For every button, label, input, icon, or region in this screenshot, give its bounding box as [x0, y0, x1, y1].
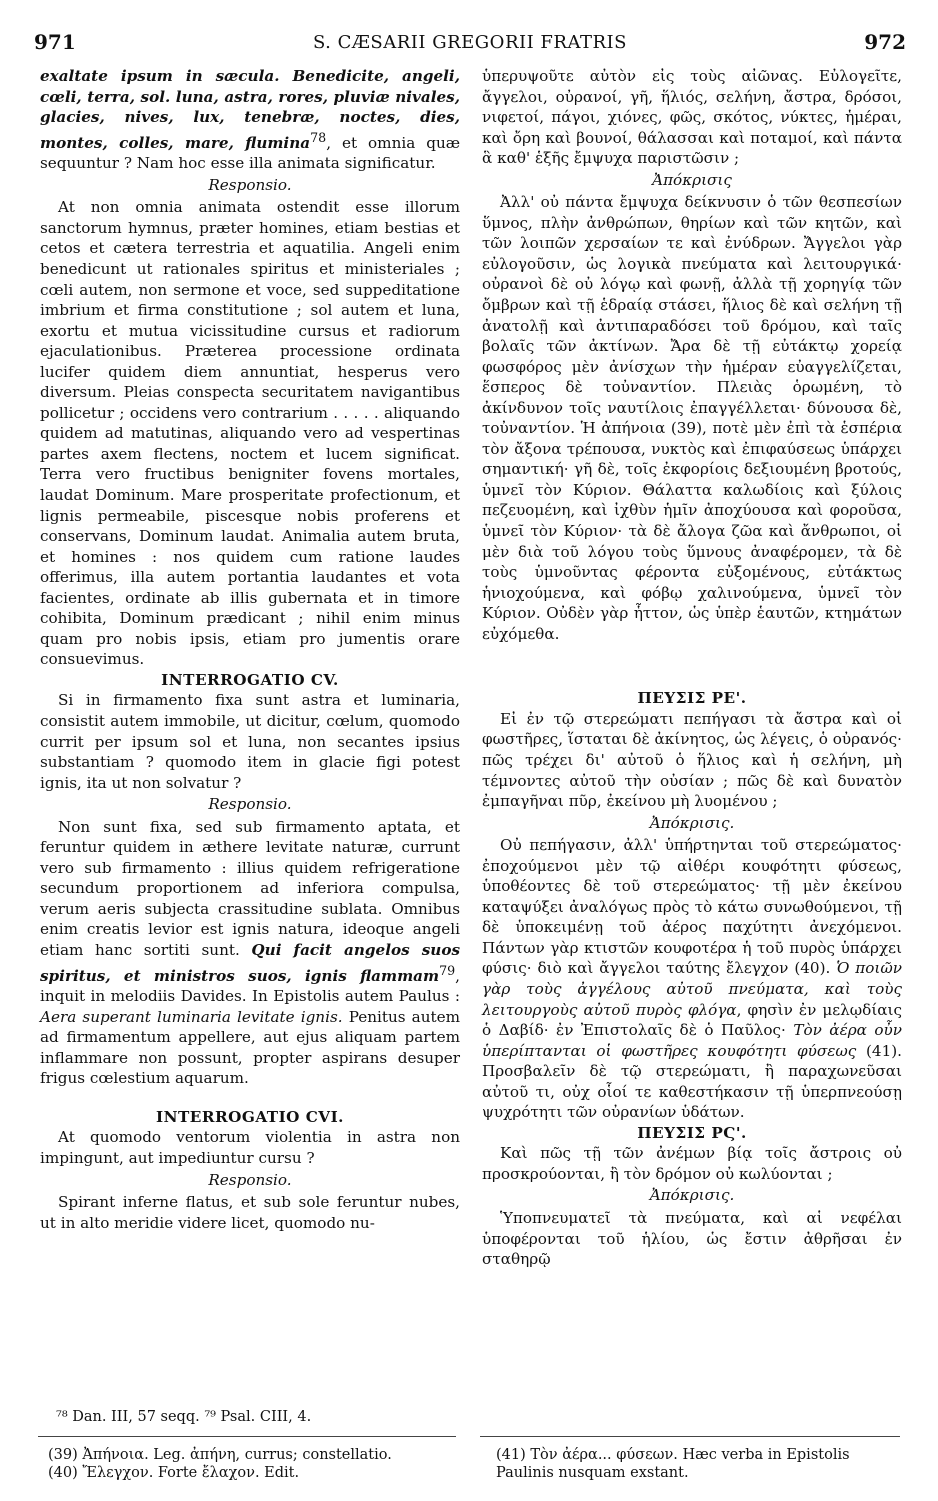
greek-question-rs: Καὶ πῶς τῇ τῶν ἀνέμων βίᾳ τοῖς ἄστροις οὐ προσκρούονται, ἢ τὸν δρόμον οὐ κωλύονται ; — [482, 1144, 902, 1183]
greek-paragraph-answer: Ἀλλ' οὐ πάντα ἔμψυχα δείκνυσιν ὁ τῶν θεσπεσίων ὕμνος, πλὴν ἀνθρώπων, θηρίων καὶ τῶν κητῶν, καὶ τῶν λοιπῶν χερσαίων τε καὶ ἐνύδρων. Ἄγγελοι γὰρ εὐλογοῦσιν, ὡς λογικὰ πνεύματα καὶ λειτουργικά· οὐρανοὶ δὲ οὐ λόγῳ καὶ φωνῇ, ἀλλὰ τῇ χορηγίᾳ τῶν ὄμβρων καὶ τῇ ἑδραίᾳ στάσει, ἥλιος δὲ καὶ σελήνη τῇ ἀνατολῇ καὶ ἀντιπαραδόσει τοῦ δρόμου, καὶ ταῖς βολαῖς τῶν ἀκτίνων. Ἄρα δὲ τῇ εὐτάκτῳ χορείᾳ φωσφόρος μὲν ἀνίσχων τὴν ἡμέραν εὐαγγελίζεται, ἕσπερος δὲ τοὐναντίον. Πλειὰς ὁρωμένη, τὸ ἀκίνδυνον τοῖς ναυτίλοις ἐπαγγέλλεται· δύνουσα δὲ, τοὐναντίον. Ἡ ἀπήνοια (39), ποτὲ μὲν ἐπὶ τὰ ἑσπέρια τὸν ἄξονα τρέπουσα, νυκτὸς καὶ ἐπιφαύσεως ὑπάρχει σημαντική· γῆ δὲ, τοῖς ἐκφορίοις δεξιουμένη βροτούς, ὑμνεῖ τὸν Κύριον. Θάλαττα καλωδίοις καὶ ξύλοις πεζευομένη, καὶ ἰχθὺν ἡμῖν ἀποχύουσα καὶ φοροῦσα, ὑμνεῖ τὸν Κύριον· τὰ δὲ ἄλογα ζῶα καὶ ἄνθρωποι, οἱ μὲν διὰ τοῦ λόγου τοὺς ὕμνους ἀναφέρομεν, τὰ δὲ τοὺς ὑμνοῦντας φέροντα εὐξομένους, εὐτάκτως ἡνιοχούμενα, καὶ φόβῳ χαλινούμενα, ὑμνεῖ τὸν Κύριον. Οὐδὲν γὰρ ἧττον, ὡς ὑπὲρ ἑαυτῶν, κτημάτων εὐχόμεθα. — [482, 193, 902, 643]
greek-answer-rs: Ὑποπνευματεῖ τὰ πνεύματα, καὶ αἱ νεφέλαι ὑποφέρονται τοῦ ἡλίου, ὡς ἔστιν ἀθρῆσαι ἐν σταθηρῷ — [482, 1208, 902, 1269]
footnote-divider-right — [480, 1436, 900, 1437]
latin-question-cvi: At quomodo ventorum violentia in astra non impingunt, aut impediuntur cursu ? — [40, 1128, 460, 1168]
footnote-40: (40) Ἔλεγχον. Forte ἔλαχον. Edit. — [48, 1465, 300, 1481]
footnotes-left — [48, 1446, 458, 1482]
latin-paragraph-answer: At non omnia animata ostendit esse illorum sanctorum hymnus, præter homines, etiam bestias et cetos et cætera terrestria et aquatilia. Angeli enim benedicunt ut rationales spiritus et ministeriales ; cœli autem, non sermone et voce, sed suppeditatione imbrium et firma constitutione ; sol autem et luna, exortu et mutua vicissitudine cursus et radiorum ejaculationibus. Præterea processione ordinata lucifer quidem diem annuntiat, hesperus vero diversum. Pleias conspecta securitatem navigantibus pollicetur ; occidens vero contrarium . . . . . aliquando quidem ad matutinas, aliquando vero ad vespertinas partes axem flectens, noctem et lucem significat. Terra vero fructibus benigniter fovens mortales, laudat Dominum. Mare prosperitate profectionum, et lignis permeabile, piscesque nobis proferens et conservans, Dominum laudat. Animalia autem bruta, et homines : nos quidem cum ratione laudes offerimus, illa autem portantia laudantes et vota facientes, ordinate ab illis gubernata et in timore cohibita, Dominum prædicant ; nihil enim minus quam pro nobis ipsis, etiam pro jumentis orare consuevimus. — [40, 198, 460, 669]
latin-answer-cvi: Spirant inferne flatus, et sub sole feruntur nubes, ut in alto meridie videre licet, quomodo nu- — [40, 1193, 460, 1232]
running-title: S. CÆSARII GREGORII FRATRIS — [312, 32, 627, 53]
latin-question-cv: Si in firmamento fixa sunt astra et luminaria, consistit autem immobile, ut dicitur, cœlum, quomodo currit per ipsum sol et luna, non secantes ipsius substantiam ? quomodo item in glacie figi potest ignis, ita ut non solvatur ? — [40, 691, 460, 792]
page-number-left: 971 — [34, 30, 76, 54]
responsio-label: Responsio. — [208, 1170, 292, 1189]
responsio-label: Responsio. — [208, 795, 292, 814]
heading-interrogatio-cv: INTERROGATIO CV. — [161, 670, 339, 689]
heading-peusis-rs: ΠΕΥΣΙΣ ΡϚ'. — [637, 1123, 747, 1142]
page-header — [34, 30, 906, 60]
latin-column — [40, 66, 460, 1233]
greek-answer-re: Οὐ πεπήγασιν, ἀλλ' ὑπήρτηνται τοῦ στερεώματος· ἐποχούμενοι μὲν τῷ αἰθέρι κουφότητι φύσεως, ὑποθέοντες δὲ τοῦ στερεώματος· τῇ μὲν ἐκείνου καταψύξει ἀναλόγως πρὸς τὸ κάτω συνωθούμενοι, τῇ δὲ ὑποκειμένῃ τοῦ ἀέρος παχύτητι ἀνεχόμενοι. Πάντων γὰρ κτιστῶν κουφοτέρα ἡ τοῦ πυρὸς ὑπάρχει φύσις· διὸ καὶ ἄγγελοι ταύτης ἔλεγχον (40). Ὁ ποιῶν γὰρ τοὺς ἀγγέλους αὐτοῦ πνεύματα, καὶ τοὺς λειτουργοὺς αὐτοῦ πυρὸς φλόγα, φησὶν ἐν μελῳδίαις ὁ Δαβίδ· ἐν Ἐπιστολαῖς δὲ ὁ Παῦλος· Τὸν ἀέρα οὖν ὑπερίπτανται οἱ φωστῆρες κουφότητι φύσεως (41). Προσβαλεῖν δὲ τῷ στερεώματι, ἢ παραχωνεῦσαι αὐτοῦ τι, οὐχ οἷοί τε καθεστήκασιν τῇ ὑπερπνεούσῃ ψυχρότητι τῶν οὐρανίων ὑδάτων. — [482, 836, 903, 1122]
footnotes-right — [496, 1446, 906, 1482]
greek-paragraph-intro: ὑπερυψοῦτε αὐτὸν εἰς τοὺς αἰῶνας. Εὐλογεῖτε, ἄγγελοι, οὐρανοί, γῆ, ἥλιός, σελήνη, ἄστρα, δρόσοι, νιφετοί, πάγοι, χιόνες, φῶς, σκότος, νύκτες, ἡμέραι, καὶ ὄρη καὶ βουνοί, θάλασσαι καὶ ποταμοί, καὶ πάντα ἃ καθ' ἑξῆς ἔμψυχα παριστῶσιν ; — [482, 67, 902, 168]
heading-peusis-re: ΠΕΥΣΙΣ ΡΕ'. — [637, 689, 747, 708]
footnote-divider-left — [38, 1436, 456, 1437]
apokrisis-label: Ἀπόκρισις. — [649, 813, 735, 832]
responsio-label: Responsio. — [208, 175, 292, 194]
latin-paragraph-intro: exaltate ipsum in sæcula. Benedicite, angeli, cœli, terra, sol. luna, astra, rores, pluviæ nivales, glacies, nives, lux, tenebræ, noctes, dies, montes, colles, mare, flumina$^{78}$, et omnia quæ sequuntur ? Nam hoc esse illa animata significatur. — [40, 67, 460, 173]
footnote-39: (39) Ἀπήνοια. Leg. ἀπήνη, currus; constellatio. — [48, 1447, 392, 1463]
heading-interrogatio-cvi: INTERROGATIO CVI. — [156, 1107, 344, 1126]
scripture-references: ⁷⁸ Dan. III, 57 seqq. ⁷⁹ Psal. CIII, 4. — [56, 1409, 312, 1425]
greek-column — [482, 66, 902, 1270]
footnote-41: (41) Τὸν ἀέρα... φύσεων. Hæc verba in Epistolis Paulinis nusquam exstant. — [496, 1447, 850, 1481]
greek-question-re: Εἰ ἐν τῷ στερεώματι πεπήγασι τὰ ἄστρα καὶ οἱ φωστῆρες, ἵσταται δὲ ἀκίνητος, ὡς λέγεις, ὁ οὐρανός· πῶς τρέχει δι' αὐτοῦ ὁ ἥλιος καὶ ἡ σελήνη, μὴ τέμνοντες αὐτοῦ τὴν οὐσίαν ; πῶς δὲ καὶ δυνατὸν ἐμπαγῆναι πῦρ, ἐκείνου μὴ λυομένου ; — [482, 709, 902, 811]
apokrisis-label: Ἀπόκρισις — [652, 170, 732, 189]
latin-answer-cv: Non sunt fixa, sed sub firmamento aptata, et feruntur quidem in æthere levitate naturæ, currunt vero sub firmamento : illius quidem refrigeratione secundum proportionem ad inferiora compulsa, verum aeris subjecta crassitudine sublata. Omnibus enim creatis levior est ignis natura, ideoque angeli etiam hanc sortiti sunt. Qui facit angelos suos spiritus, et ministros suos, ignis flammam$^{79}$, inquit in melodiis Davides. In Epistolis autem Paulus : Aera superant luminaria levitate ignis. Penitus autem ad firmamentum appellere, aut ejus aliquam partem inflammare non possunt, propter aspirans desuper frigus cœlestium aquarum. — [40, 817, 461, 1088]
page-number-right: 972 — [864, 30, 906, 54]
apokrisis-label: Ἀπόκρισις. — [649, 1186, 735, 1205]
